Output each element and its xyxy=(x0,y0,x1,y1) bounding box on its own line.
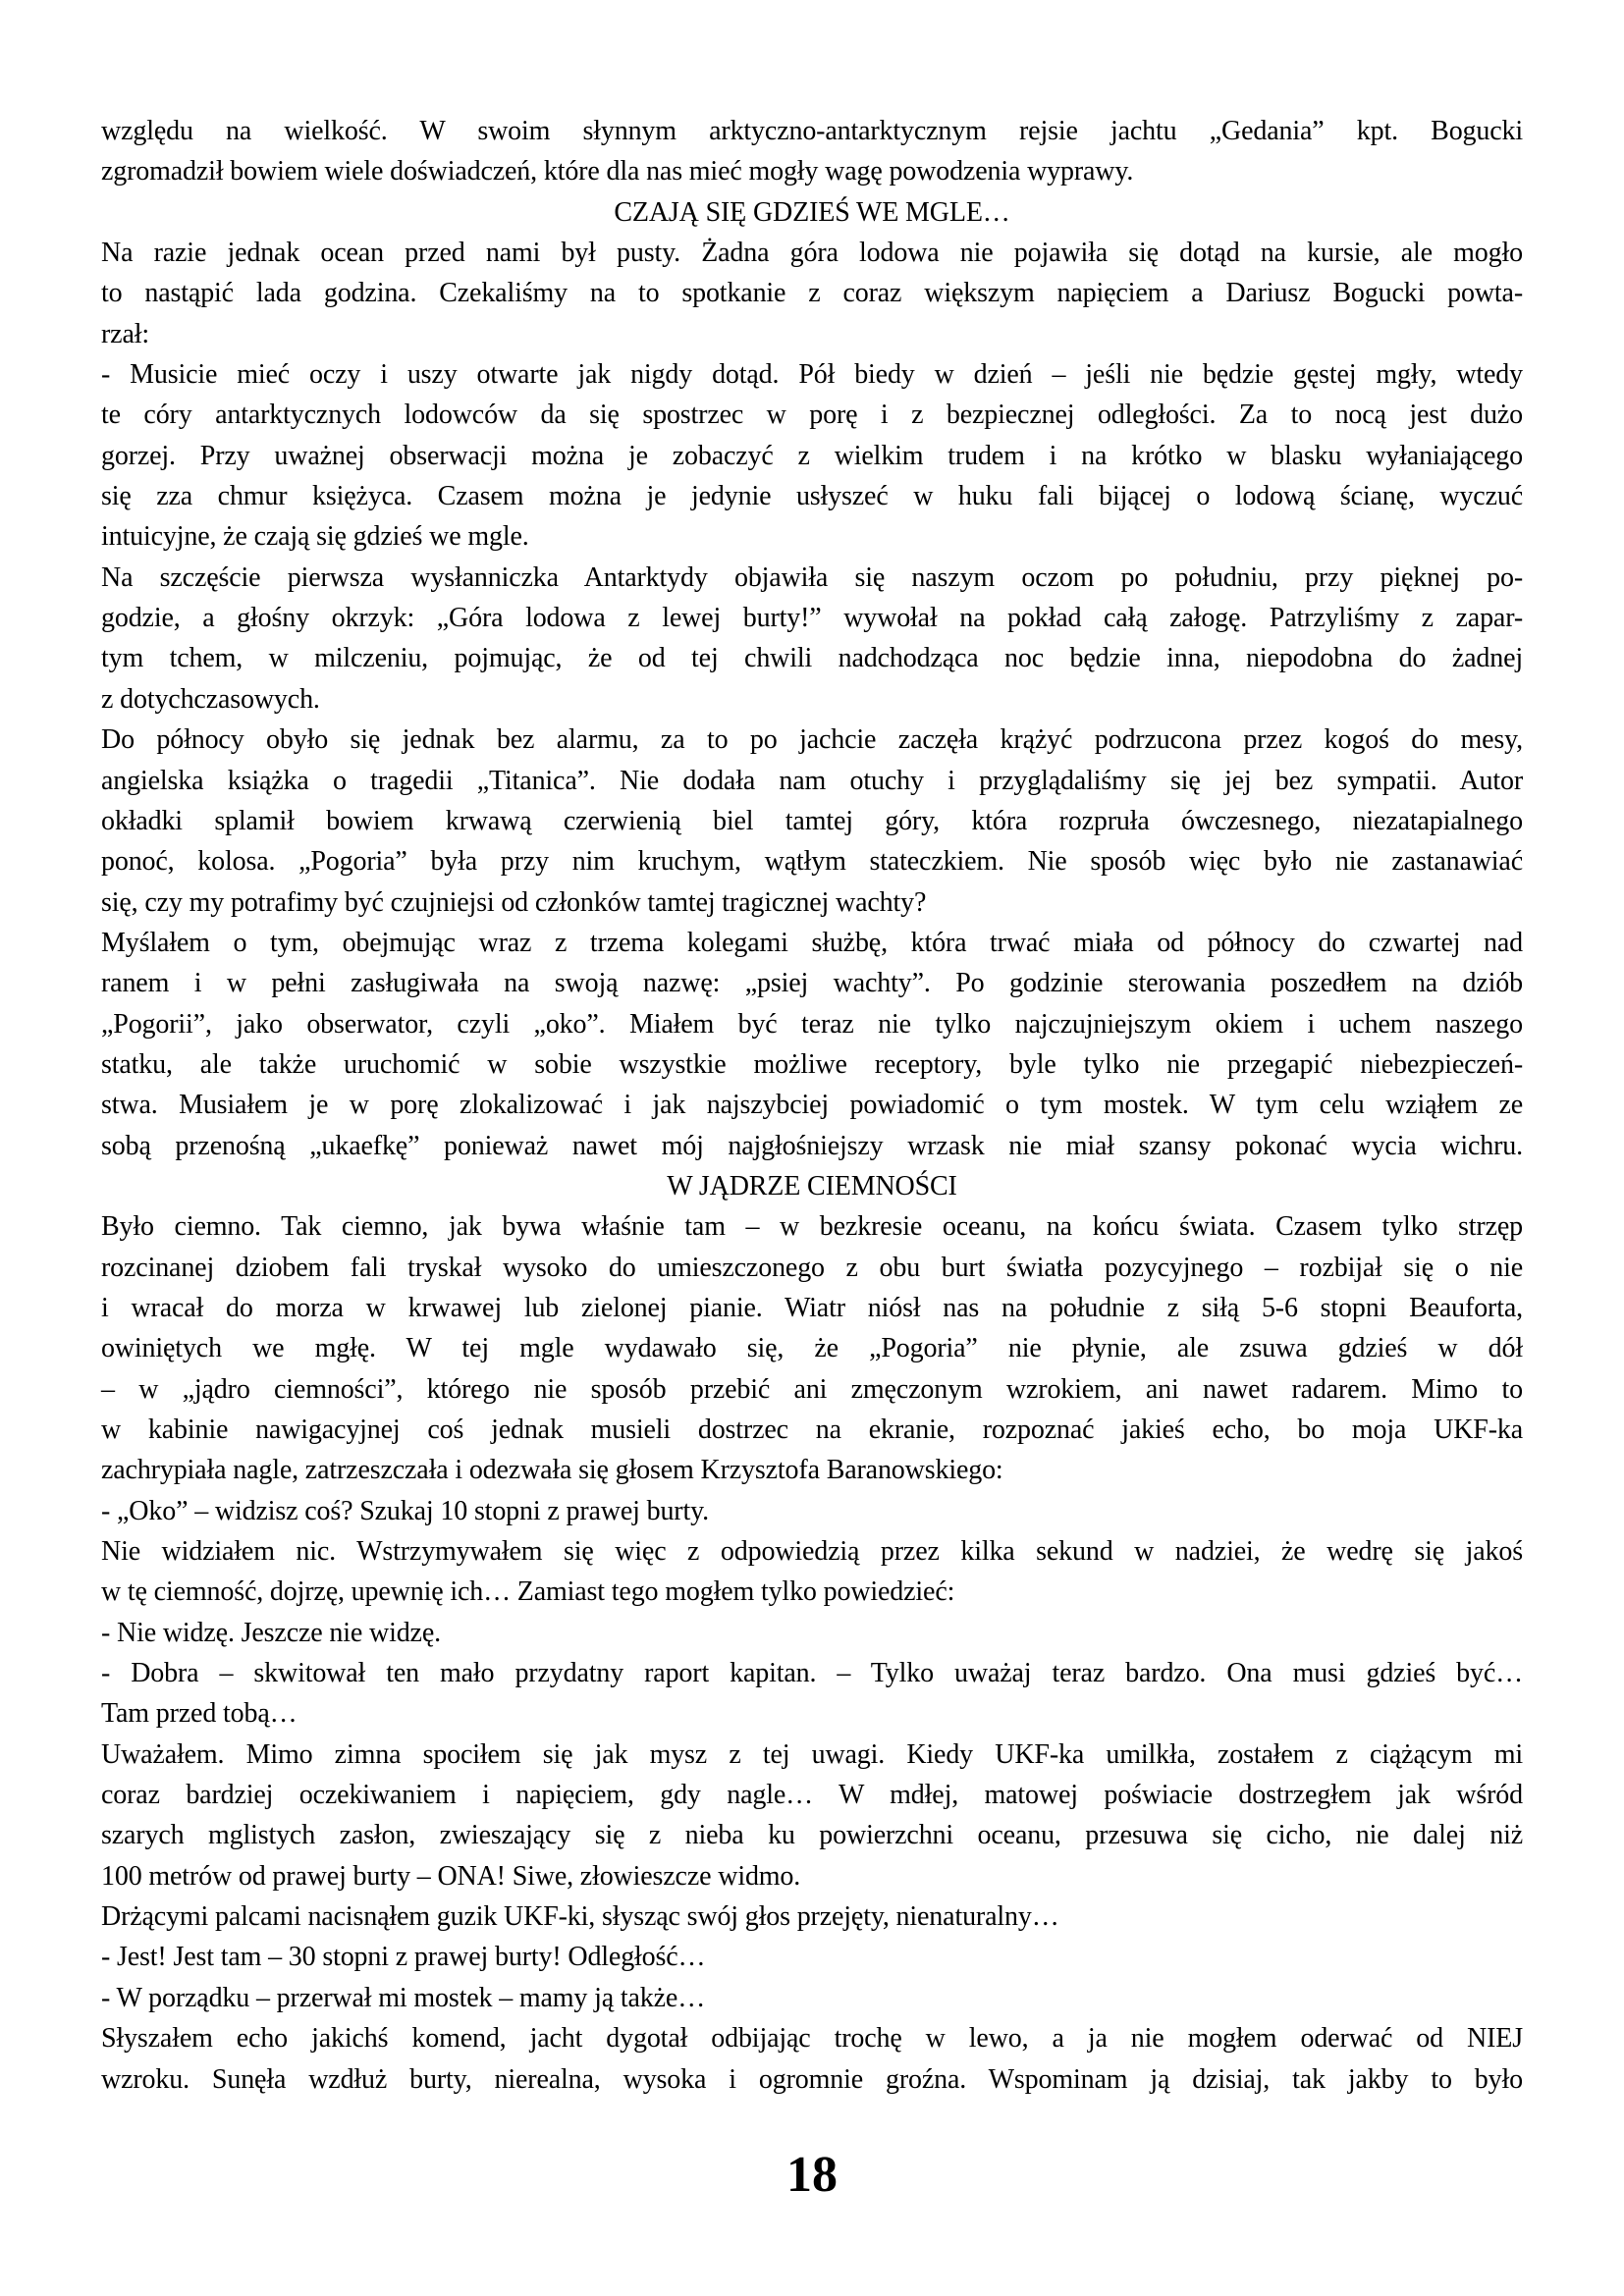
text-line: Drżącymi palcami nacisnąłem guzik UKF-ki, słysząc swój głos przejęty, nienaturalny… xyxy=(101,1901,1059,1933)
text-line: ranem i w pełni zasługiwała na swoją nazwę: „psiej wachty”. Po godzinie sterowania poszedłem na dziób xyxy=(101,968,1523,999)
body-text xyxy=(101,111,1523,2100)
text-line: zachrypiała nagle, zatrzeszczała i odezwała się głosem Krzysztofa Baranowskiego: xyxy=(101,1455,1003,1486)
text-line: 100 metrów od prawej burty – ONA! Siwe, złowieszcze widmo. xyxy=(101,1860,801,1892)
text-line: Do północy obyło się jednak bez alarmu, za to po jachcie zaczęła krążyć podrzucona przez kogoś do mesy, xyxy=(101,724,1523,756)
text-line: tym tchem, w milczeniu, pojmując, że od tej chwili nadchodząca noc będzie inna, niepodobna do żadnej xyxy=(101,643,1523,674)
text-line: - Jest! Jest tam – 30 stopni z prawej burty! Odległość… xyxy=(101,1942,706,1973)
text-line: - Dobra – skwitował ten mało przydatny raport kapitan. – Tylko uważaj teraz bardzo. Ona musi gdzieś być… xyxy=(101,1658,1523,1689)
text-line: „Pogorii”, jako obserwator, czyli „oko”. Miałem być teraz nie tylko najczujniejszym okiem i uchem naszego xyxy=(101,1008,1523,1040)
text-line: stwa. Musiałem je w porę zlokalizować i jak najszybciej powiadomić o tym mostek. W tym celu wziąłem ze xyxy=(101,1090,1523,1121)
text-line: te córy antarktycznych lodowców da się spostrzec w porę i z bezpiecznej odległości. Za to nocą jest dużo xyxy=(101,400,1523,431)
text-line: okładki splamił bowiem krwawą czerwienią biel tamtej góry, która rozpruła ówczesnego, niezatapialnego xyxy=(101,805,1523,836)
text-line: Uważałem. Mimo zimna spociłem się jak mysz z tej uwagi. Kiedy UKF-ka umilkła, zostałem z ciążącym mi xyxy=(101,1738,1523,1770)
text-line: Słyszałem echo jakichś komend, jacht dygotał odbijając trochę w lewo, a ja nie mogłem oderwać od NIEJ xyxy=(101,2023,1523,2055)
text-line: zgromadził bowiem wiele doświadczeń, które dla nas mieć mogły wagę powodzenia wyprawy. xyxy=(101,156,1134,187)
text-line: szarych mglistych zasłon, zwieszający się z nieba ku powierzchni oceanu, przesuwa się cicho, nie dalej niż xyxy=(101,1820,1523,1851)
text-line: - Nie widzę. Jeszcze nie widzę. xyxy=(101,1617,441,1648)
text-line: rzał: xyxy=(101,318,149,349)
text-line: z dotychczasowych. xyxy=(101,683,320,715)
text-line: Na szczęście pierwsza wysłanniczka Antarktydy objawiła się naszym oczom po południu, przy pięknej po- xyxy=(101,561,1523,593)
text-line: Było ciemno. Tak ciemno, jak bywa właśnie tam – w bezkresie oceanu, na końcu świata. Czasem tylko strzęp xyxy=(101,1211,1523,1243)
section-heading: CZAJĄ SIĘ GDZIEŚ WE MGLE… xyxy=(614,196,1010,228)
text-line: Na razie jednak ocean przed nami był pusty. Żadna góra lodowa nie pojawiła się dotąd na kursie, ale mogło xyxy=(101,238,1523,269)
text-line: godzie, a głośny okrzyk: „Góra lodowa z lewej burty!” wywołał na pokład całą załogę. Patrzyliśmy z zapar- xyxy=(101,603,1523,634)
text-line: się, czy my potrafimy być czujniejsi od członków tamtej tragicznej wachty? xyxy=(101,886,927,918)
text-line: rozcinanej dziobem fali tryskał wysoko do umieszczonego z obu burt światła pozycyjnego – rozbijał się o nie xyxy=(101,1252,1523,1283)
text-line: - „Oko” – widzisz coś? Szukaj 10 stopni z prawej burty. xyxy=(101,1495,709,1526)
text-line: angielska książka o tragedii „Titanica”. Nie dodała nam otuchy i przyglądaliśmy się jej bez sympatii. Autor xyxy=(101,765,1523,796)
text-line: statku, ale także uruchomić w sobie wszystkie możliwe receptory, byle tylko nie przegapić niebezpieczeń- xyxy=(101,1048,1523,1080)
text-line: intuicyjne, że czają się gdzieś we mgle. xyxy=(101,521,529,553)
text-line: gorzej. Przy uważnej obserwacji można je zobaczyć z wielkim trudem i na krótko w blasku wyłaniającego xyxy=(101,440,1523,471)
text-line: się zza chmur księżyca. Czasem można je jedynie usłyszeć w huku fali bijącej o lodową ścianę, wyczuć xyxy=(101,481,1523,512)
text-line: - W porządku – przerwał mi mostek – mamy ją także… xyxy=(101,1982,706,2013)
text-line: – w „jądro ciemności”, którego nie sposób przebić ani zmęczonym wzrokiem, ani nawet radarem. Mimo to xyxy=(101,1373,1523,1405)
text-line: Tam przed tobą… xyxy=(101,1698,298,1730)
text-line: w kabinie nawigacyjnej coś jednak musieli dostrzec na ekranie, rozpoznać jakieś echo, bo moja UKF-ka xyxy=(101,1415,1523,1445)
text-line: w tę ciemność, dojrzę, upewnię ich… Zamiast tego mogłem tylko powiedzieć: xyxy=(101,1576,955,1608)
text-line: względu na wielkość. W swoim słynnym arktyczno-antarktycznym rejsie jachtu „Gedania” kpt. Bogucki xyxy=(101,116,1523,146)
section-heading: W JĄDRZE CIEMNOŚCI xyxy=(667,1170,957,1201)
text-line: wzroku. Sunęła wzdłuż burty, nierealna, wysoka i ogromnie groźna. Wspominam ją dzisiaj, tak jakby to było xyxy=(101,2063,1523,2095)
page-number: 18 xyxy=(786,2147,838,2203)
text-line: coraz bardziej oczekiwaniem i napięciem, gdy nagle… W mdłej, matowej poświacie dostrzegłem jak wśród xyxy=(101,1780,1523,1811)
text-line: Nie widziałem nic. Wstrzymywałem się więc z odpowiedzią przez kilka sekund w nadziei, że wedrę się jakoś xyxy=(101,1536,1523,1568)
text-line: sobą przenośną „ukaefkę” ponieważ nawet mój najgłośniejszy wrzask nie miał szansy pokonać wycia wichru. xyxy=(101,1130,1523,1161)
text-line: owiniętych we mgłę. W tej mgle wydawało się, że „Pogoria” nie płynie, ale zsuwa gdzieś w dół xyxy=(101,1333,1523,1364)
text-line: - Musicie mieć oczy i uszy otwarte jak nigdy dotąd. Pół biedy w dzień – jeśli nie będzie gęstej mgły, wtedy xyxy=(101,359,1523,391)
text-line: ponoć, kolosa. „Pogoria” była przy nim kruchym, wątłym stateczkiem. Nie sposób więc było nie zastanawiać xyxy=(101,846,1523,878)
text-line: to nastąpić lada godzina. Czekaliśmy na to spotkanie z coraz większym napięciem a Dariusz Bogucki powta- xyxy=(101,278,1523,309)
text-line: Myślałem o tym, obejmując wraz z trzema kolegami służbę, która trwać miała od północy do czwartej nad xyxy=(101,927,1523,958)
text-line: i wracał do morza w krwawej lub zielonej pianie. Wiatr niósł nas na południe z siłą 5-6 stopni Beauforta, xyxy=(101,1292,1523,1323)
